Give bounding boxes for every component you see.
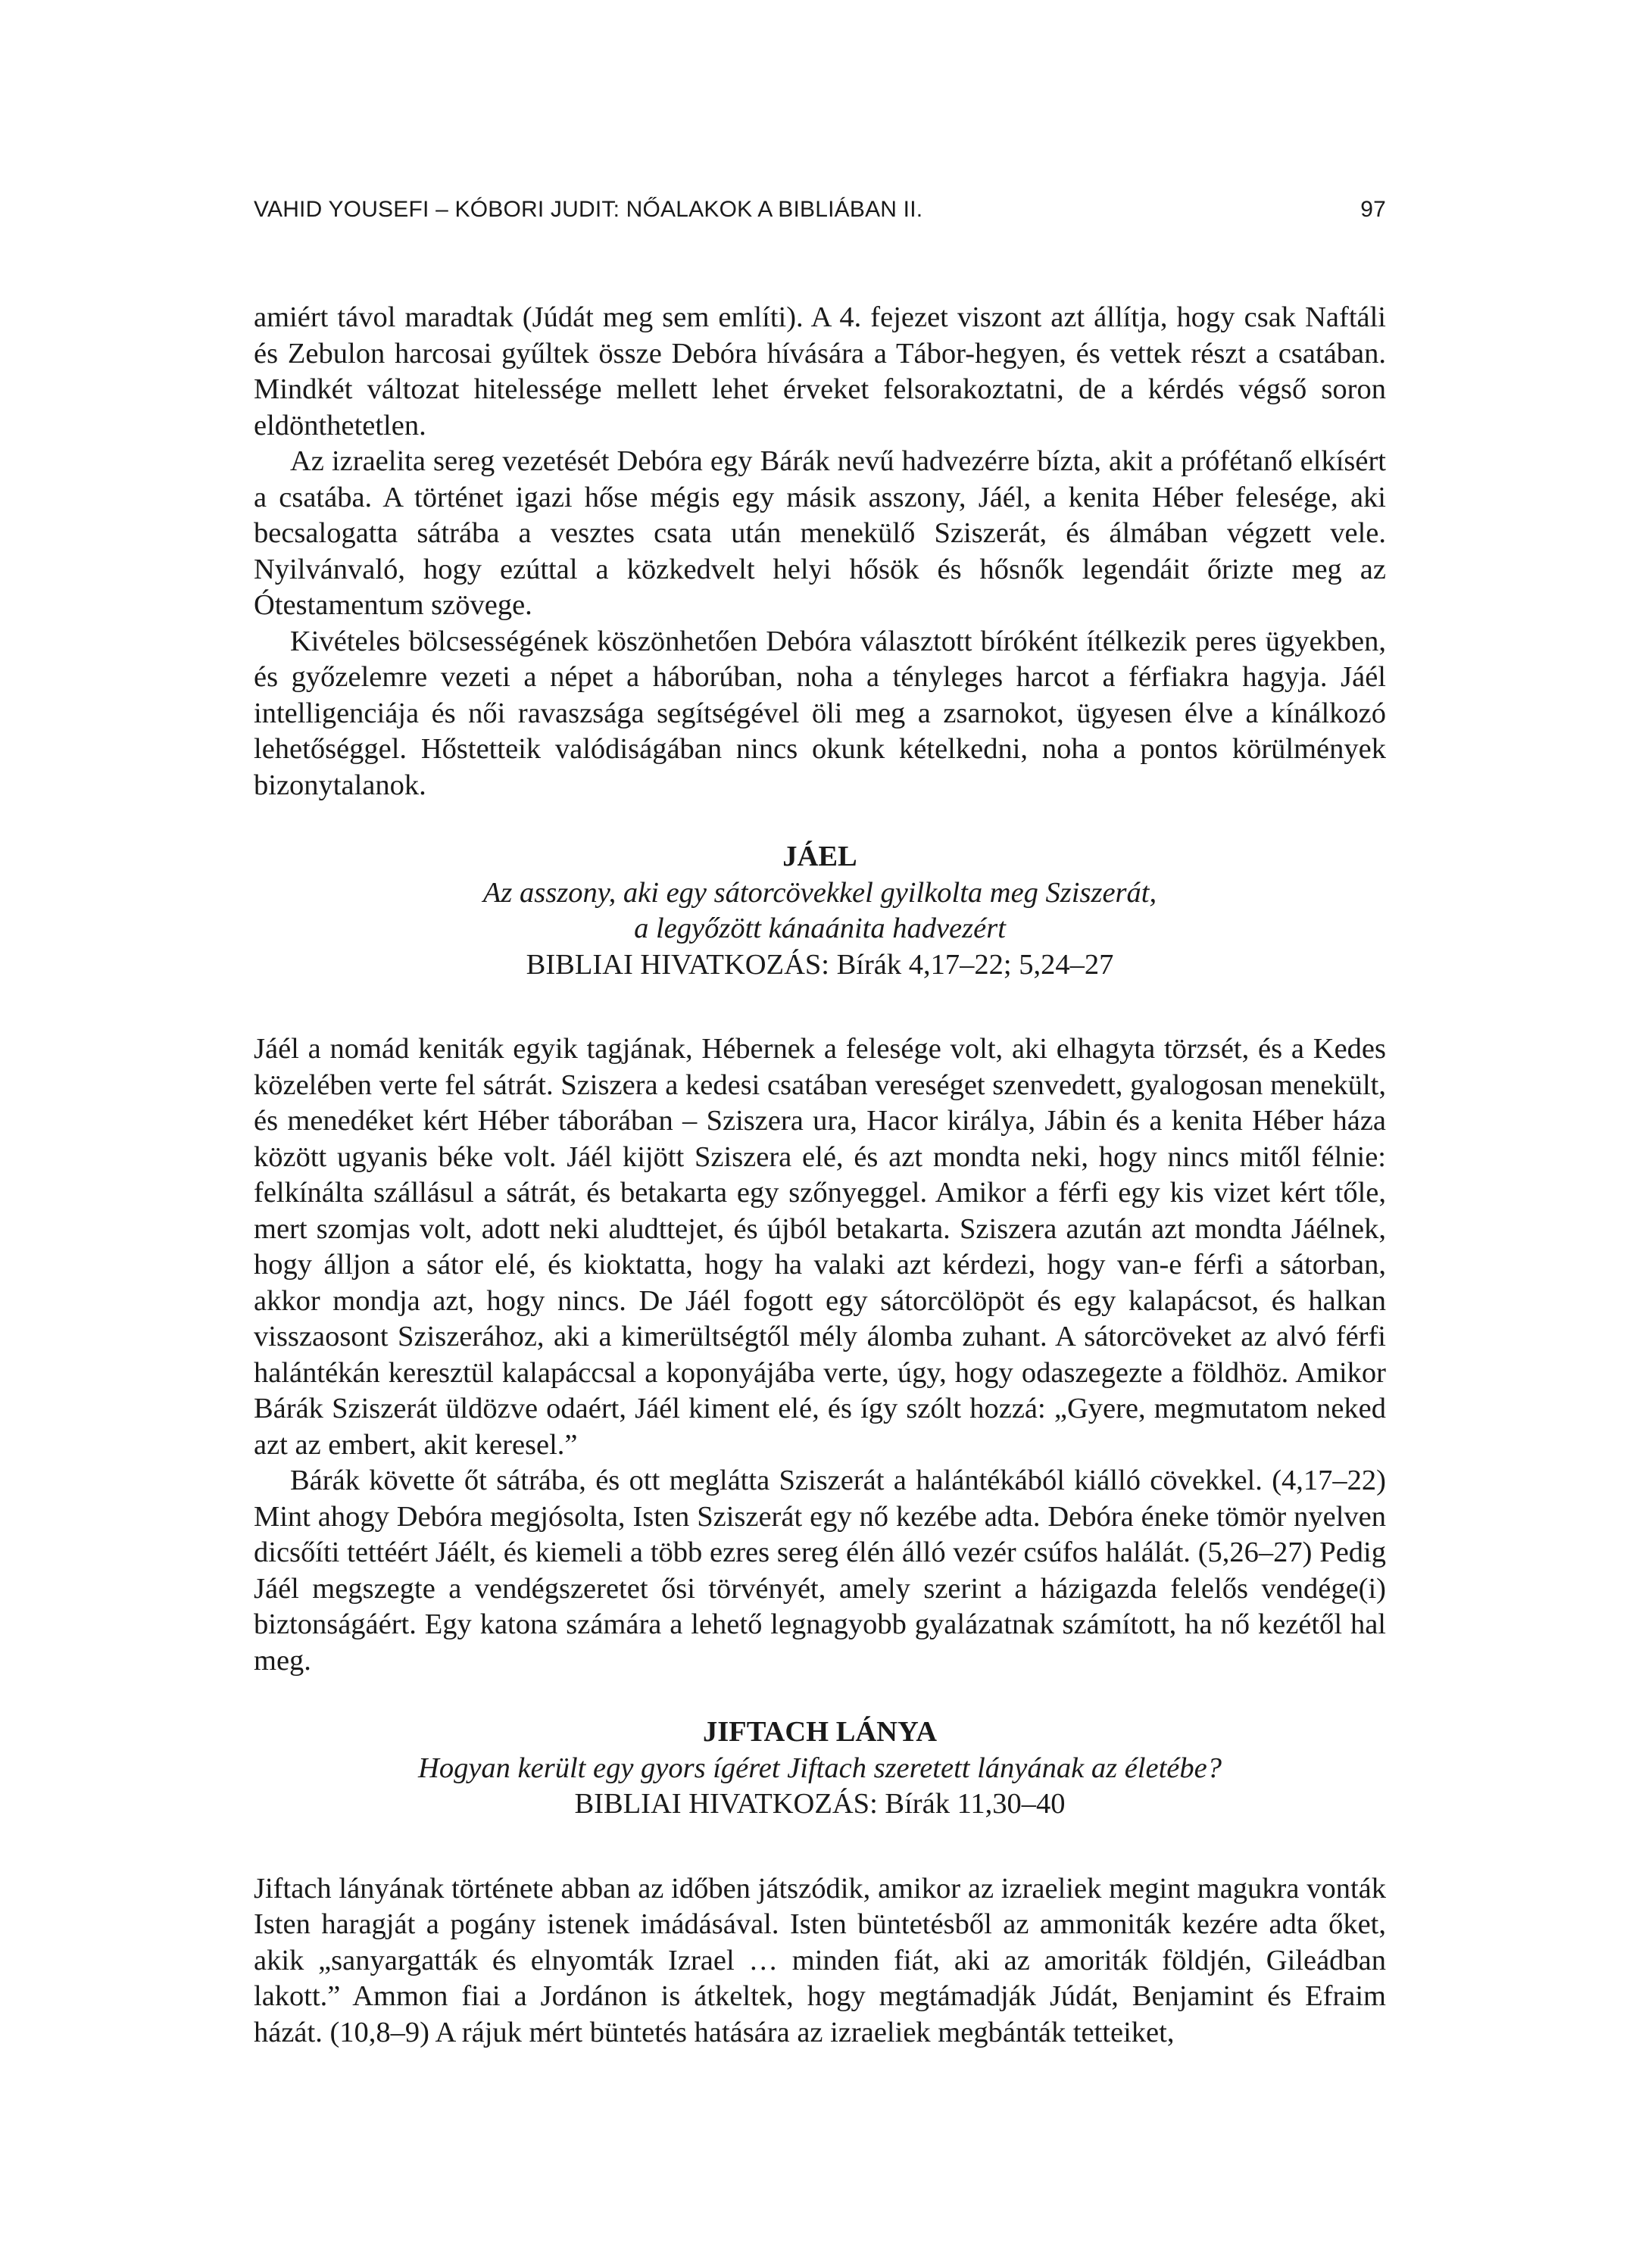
running-header (254, 197, 1386, 233)
section-subtitle: Hogyan került egy gyors ígéret Jiftach szeretett lányának az életébe? (418, 1752, 1222, 1784)
section-subtitle: a legyőzött kánaánita hadvezért (634, 913, 1006, 944)
paragraph: Bárák követte őt sátrába, és ott meglátta Sziszerát a halántékából kiálló cövekkel. (4,17–22) Mint ahogy Debóra megjósolta, Isten Sziszerát egy nő kezébe adta. Debóra éneke tömör nyelven dicsőíti tettéért Jáélt, és kiemeli a több ezres sereg élén álló vezér csúfos halálát. (5,26–27) Pedig Jáél megszegte a vendégszeretet ősi törvényét, amely szerint a házigazda felelős vendége(i) biztonságáért. Egy katona számára a lehető legnagyobb gyalázatnak számított, ha nő kezétől hal meg. (254, 1465, 1386, 1677)
section-heading-jael (254, 839, 1386, 983)
intro-text (254, 300, 1386, 803)
section-title: JÁEL (782, 841, 857, 872)
bible-reference: BIBLIAI HIVATKOZÁS: Bírák 11,30–40 (574, 1788, 1066, 1820)
paragraph: Kivételes bölcsességének köszönhetően Debóra választott bíróként ítélkezik peres ügyekben, és győzelemre vezeti a népet a háborúban, noha a tényleges harcot a férfiakra hagyja. Jáél intelligenciája és női ravaszsága segítségével öli meg a zsarnokot, ügyesen élve a kínálkozó lehetőséggel. Hőstetteik valódiságában nincs okunk kételkedni, noha a pontos körülmények bizonytalanok. (254, 625, 1386, 801)
section-heading-jiftach (254, 1714, 1386, 1823)
section-body-jael (254, 1031, 1386, 1679)
book-page (254, 197, 1386, 2051)
paragraph: Jiftach lányának története abban az időben játszódik, amikor az izraeliek megint magukra vonták Isten haragját a pogány istenek imádásával. Isten büntetésből az ammoniták kezére adta őket, akik „sanyargatták és elnyomták Izrael … minden fiát, aki az amoriták földjén, Gileádban lakott.” Ammon fiai a Jordánon is átkeltek, hogy megtámadják Júdát, Benjamint és Efraim házát. (10,8–9) A rájuk mért büntetés hatására az izraeliek megbánták tetteiket, (254, 1872, 1386, 2048)
section-title: JIFTACH LÁNYA (702, 1716, 938, 1748)
section-body-jiftach (254, 1871, 1386, 2051)
paragraph: amiért távol maradtak (Júdát meg sem említi). A 4. fejezet viszont azt állítja, hogy csak Naftáli és Zebulon harcosai gyűltek össze Debóra hívására a Tábor-hegyen, és vettek részt a csatában. Mindkét változat hitelessége mellett lehet érveket felsorakoztatni, de a kérdés végső soron eldönthetetlen. (254, 301, 1386, 441)
paragraph: Az izraelita sereg vezetését Debóra egy Bárák nevű hadvezérre bízta, akit a prófétanő elkísért a csatába. A történet igazi hőse mégis egy másik asszony, Jáél, a kenita Héber felesége, aki becsalogatta sátrába a vesztes csata után menekülő Sziszerát, és álmában végzett vele. Nyilvánvaló, hogy ezúttal a közkedvelt helyi hősök és hősnők legendáit őrizte meg az Ótestamentum szövege. (254, 445, 1386, 621)
page-number: 97 (1360, 197, 1386, 222)
paragraph: Jáél a nomád keniták egyik tagjának, Hébernek a felesége volt, aki elhagyta törzsét, és a Kedes közelében verte fel sátrát. Sziszera a kedesi csatában vereséget szenvedett, gyalogosan menekült, és menedéket kért Héber táborában – Sziszera ura, Hacor királya, Jábin és a kenita Héber háza között ugyanis béke volt. Jáél kijött Sziszera elé, és azt mondta neki, hogy nincs mitől félnie: felkínálta szállásul a sátrát, és betakarta egy szőnyeggel. Amikor a férfi egy kis vizet kért tőle, mert szomjas volt, adott neki aludttejet, és újból betakarta. Sziszera azután azt mondta Jáélnek, hogy álljon a sátor elé, és kioktatta, hogy ha valaki azt kérdezi, hogy van-e férfi a sátorban, akkor mondja azt, hogy nincs. De Jáél fogott egy sátorcölöpöt és egy kalapácsot, és halkan visszaosont Sziszerához, aki a kimerültségtől mély álomba zuhant. A sátorcöveket az alvó férfi halántékán keresztül kalapáccsal a koponyájába verte, úgy, hogy odaszegezte a földhöz. Amikor Bárák Sziszerát üldözve odaért, Jáél kiment elé, és így szólt hozzá: „Gyere, megmutatom neked azt az embert, akit keresel.” (254, 1033, 1386, 1461)
section-subtitle: Az asszony, aki egy sátorcövekkel gyilkolta meg Sziszerát, (482, 876, 1157, 909)
running-title: VAHID YOUSEFI – KÓBORI JUDIT: NŐALAKOK A BIBLIÁBAN II. (254, 197, 923, 222)
bible-reference: BIBLIAI HIVATKOZÁS: Bírák 4,17–22; 5,24–27 (526, 948, 1114, 981)
